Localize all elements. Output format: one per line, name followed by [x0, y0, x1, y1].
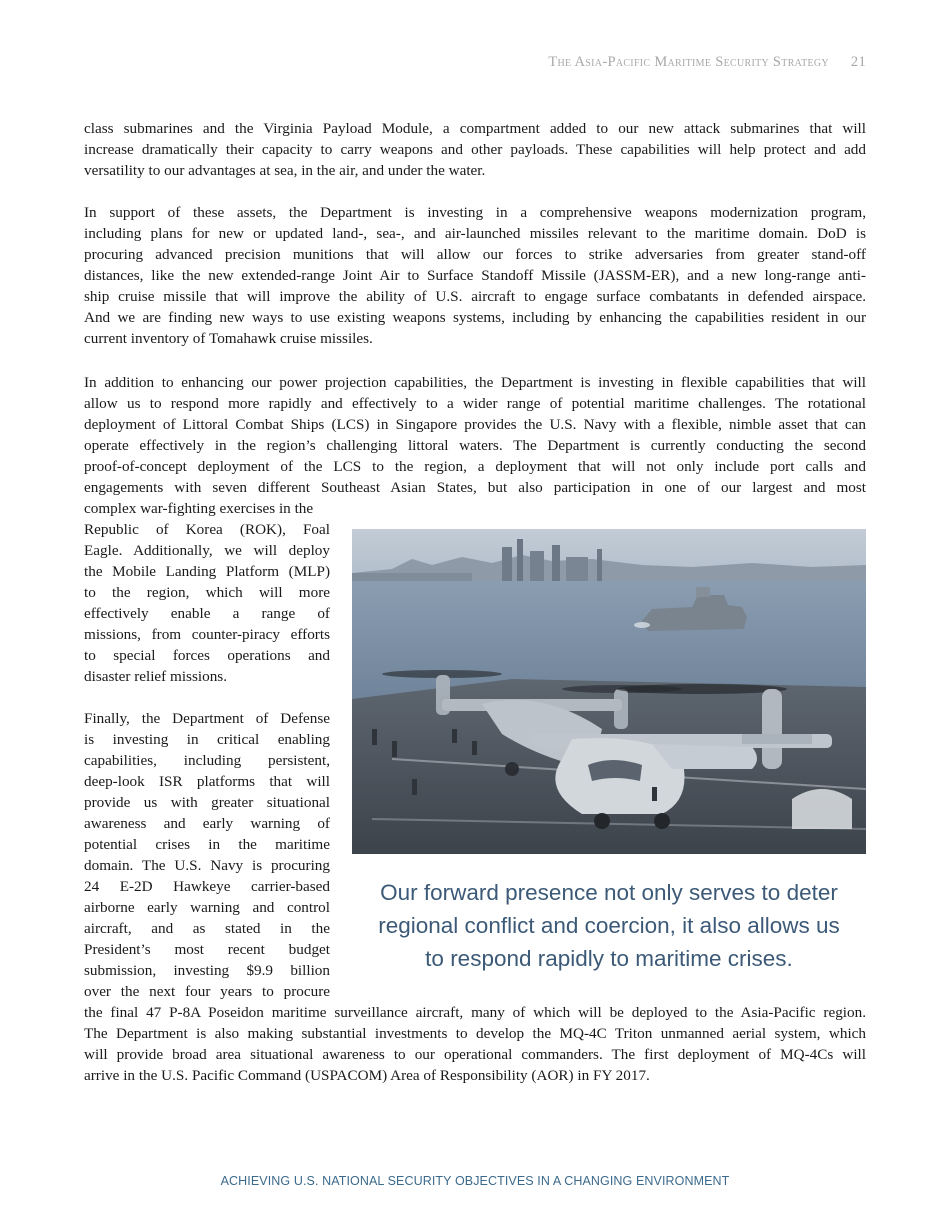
paragraph-line: potential crises in the maritime	[84, 836, 330, 853]
paragraph-line: class submarines and the Virginia Payload Module, a compartment added to our new attack submarines that will	[84, 120, 866, 137]
photo-illustration	[352, 529, 866, 854]
paragraph-line: Eagle. Additionally, we will deploy	[84, 542, 330, 559]
page-number: 21	[850, 54, 866, 70]
paragraph-line: disaster relief missions.	[84, 668, 227, 685]
paragraph-line: President’s most recent budget	[84, 941, 330, 958]
paragraph-3	[84, 372, 866, 498]
pull-quote-line: regional conflict and coercion, it also allows us	[378, 913, 840, 938]
paragraph-line: complex war-fighting exercises in the	[84, 500, 314, 517]
paragraph-line: capabilities, including persistent,	[84, 752, 330, 769]
paragraph-3-continued	[84, 498, 330, 687]
paragraph-line: the final 47 P-8A Poseidon maritime surveillance aircraft, many of which will be deployed to the Asia-Pacific region.	[84, 1004, 866, 1021]
paragraph-line: procuring advanced precision munitions that will allow our forces to strike adversaries from greater stand-off	[84, 246, 866, 263]
paragraph-line: including plans for new or updated land-, sea-, and air-launched missiles relevant to the maritime domain. DoD is	[84, 225, 866, 242]
paragraph-line: engagements with seven different Southeast Asian States, but also participation in one of our largest and most	[84, 479, 866, 496]
paragraph-line: aircraft, and as stated in the	[84, 920, 330, 937]
paragraph-line: In support of these assets, the Department is investing in a comprehensive weapons modernization program,	[84, 204, 866, 221]
paragraph-line: In addition to enhancing our power projection capabilities, the Department is investing in flexible capabilities that will	[84, 374, 866, 391]
paragraph-line: missions, from counter-piracy efforts	[84, 626, 330, 643]
paragraph-line: The Department is also making substantial investments to develop the MQ-4C Triton unmanned aerial system, which	[84, 1025, 866, 1042]
paragraph-line: awareness and early warning of	[84, 815, 330, 832]
paragraph-line: distances, like the new extended-range Joint Air to Surface Standoff Missile (JASSM-ER), and a new long-range anti-	[84, 267, 866, 284]
paragraph-line: to special forces operations and	[84, 647, 330, 664]
paragraph-line: airborne early warning and control	[84, 899, 330, 916]
paragraph-line: increase dramatically their capacity to carry weapons and other payloads. These capabilities will help protect and add	[84, 141, 866, 158]
paragraph-line: to the region, which will more	[84, 584, 330, 601]
paragraph-line: arrive in the U.S. Pacific Command (USPACOM) Area of Responsibility (AOR) in FY 2017.	[84, 1067, 650, 1084]
pull-quote-line: Our forward presence not only serves to deter	[380, 880, 838, 905]
paragraph-line: will provide broad area situational awareness to our operational commanders. The first deployment of MQ-4Cs will	[84, 1046, 866, 1063]
paragraph-4	[84, 708, 330, 1002]
paragraph-line: current inventory of Tomahawk cruise missiles.	[84, 330, 373, 347]
paragraph-1	[84, 118, 866, 181]
paragraph-line: operate effectively in the region’s challenging littoral waters. The Department is currently conducting the second	[84, 437, 866, 454]
running-footer: ACHIEVING U.S. NATIONAL SECURITY OBJECTIVES IN A CHANGING ENVIRONMENT	[220, 1174, 730, 1188]
paragraph-line: And we are finding new ways to use existing weapons systems, including by enhancing the capabilities resident in our	[84, 309, 866, 326]
paragraph-line: versatility to our advantages at sea, in the air, and under the water.	[84, 162, 486, 179]
paragraph-line: provide us with greater situational	[84, 794, 330, 811]
paragraph-line: proof-of-concept deployment of the LCS to the region, a deployment that will not only include port calls and	[84, 458, 866, 475]
paragraph-line: is investing in critical enabling	[84, 731, 330, 748]
paragraph-line: Republic of Korea (ROK), Foal	[84, 521, 330, 538]
paragraph-line: submission, investing $9.9 billion	[84, 962, 330, 979]
paragraph-line: domain. The U.S. Navy is procuring	[84, 857, 330, 874]
running-header	[548, 54, 866, 71]
running-header-title: The Asia-Pacific Maritime Security Strategy	[548, 54, 829, 70]
paragraph-line: 24 E-2D Hawkeye carrier-based	[84, 878, 330, 895]
paragraph-4-continued	[84, 1002, 866, 1086]
paragraph-line: deep-look ISR platforms that will	[84, 773, 330, 790]
paragraph-line: deployment of Littoral Combat Ships (LCS) in Singapore provides the U.S. Navy with a flexible, nimble asset that can	[84, 416, 866, 433]
mv22-osprey-photo	[352, 529, 866, 854]
paragraph-line: the Mobile Landing Platform (MLP)	[84, 563, 330, 580]
paragraph-line: over the next four years to procure	[84, 983, 330, 1000]
paragraph-line: Finally, the Department of Defense	[84, 710, 330, 727]
paragraph-line: effectively enable a range of	[84, 605, 330, 622]
pull-quote-line: to respond rapidly to maritime crises.	[425, 946, 793, 971]
paragraph-2	[84, 202, 866, 349]
paragraph-line: ship cruise missile that will improve the ability of U.S. aircraft to engage surface combatants in defended airspace.	[84, 288, 866, 305]
paragraph-line: allow us to respond more rapidly and effectively to a wider range of potential maritime challenges. The rotational	[84, 395, 866, 412]
pull-quote	[352, 876, 866, 975]
